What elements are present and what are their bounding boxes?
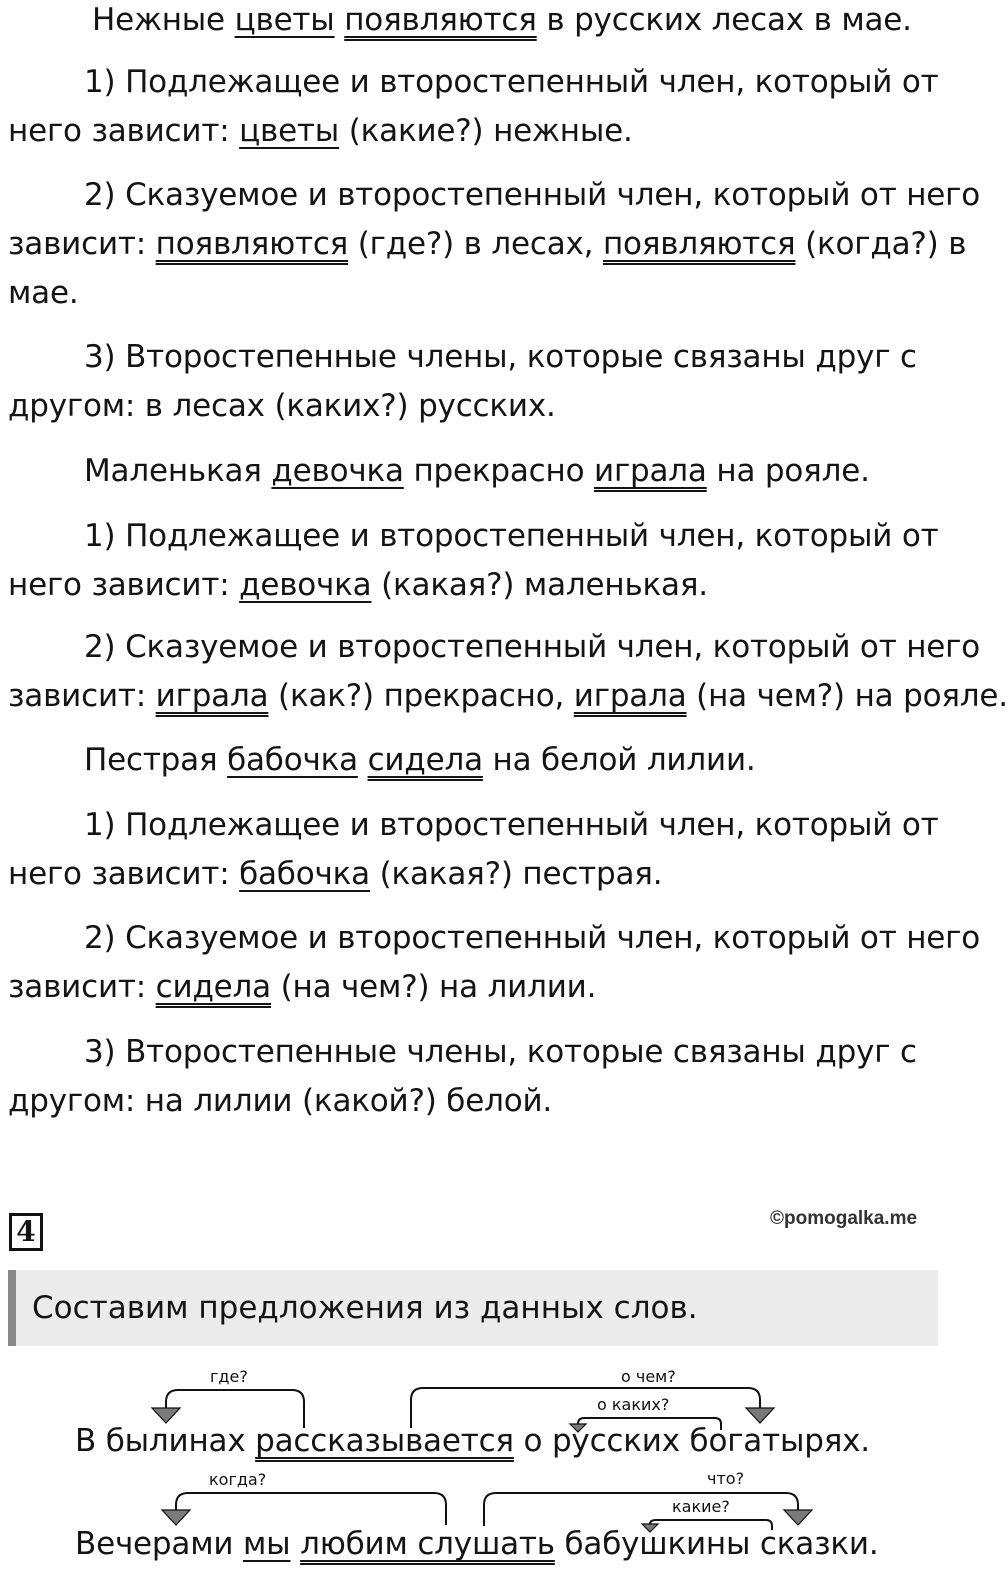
task-instruction: Составим предложения из данных слов.	[32, 1290, 698, 1326]
q-about-what: о чем?	[621, 1367, 676, 1386]
q-about-which: о каких?	[597, 1395, 670, 1414]
subject-word: цветы	[234, 2, 335, 38]
arc-when	[176, 1493, 446, 1525]
subject-word: мы	[243, 1526, 291, 1562]
predicate-word: рассказывается	[255, 1423, 514, 1459]
task-instruction-banner	[8, 1270, 938, 1346]
task-number-box: 4	[9, 1213, 43, 1251]
s2-point2-line2: зависит: играла (как?) прекрасно, играла (на чем?) на рояле.	[8, 678, 1008, 714]
s1-point2-line2: зависит: появляются (где?) в лесах, появляются (когда?) в	[8, 226, 967, 262]
s2-point2-line1: 2) Сказуемое и второстепенный член, который от него	[84, 629, 981, 665]
sentence-1: Нежные цветы появляются в русских лесах в мае.	[92, 2, 912, 38]
s1-point3-line1: 3) Второстепенные члены, которые связаны друг с	[84, 339, 917, 375]
s3-point1-line2: него зависит: бабочка (какая?) пестрая.	[8, 856, 663, 892]
predicate-word: появляются	[344, 2, 537, 38]
s1-point2-line1: 2) Сказуемое и второстепенный член, который от него	[84, 177, 981, 213]
predicate-word: любим слушать	[300, 1526, 555, 1562]
brand-watermark: ©pomogalka.me	[770, 1208, 918, 1229]
q-where: где?	[210, 1367, 248, 1386]
q-which: какие?	[672, 1497, 730, 1516]
s1-point1-line1: 1) Подлежащее и второстепенный член, который от	[84, 64, 939, 100]
q-when: когда?	[209, 1470, 267, 1489]
sentence-3: Пестрая бабочка сидела на белой лилии.	[84, 742, 756, 778]
s3-point2-line1: 2) Сказуемое и второстепенный член, который от него	[84, 920, 981, 956]
s3-point3-line2: другом: на лилии (какой?) белой.	[8, 1083, 553, 1119]
s2-point1-line2: него зависит: девочка (какая?) маленькая.	[8, 567, 708, 603]
arc-what	[484, 1493, 798, 1526]
arrowhead-when	[162, 1510, 190, 1525]
s1-point3-line2: другом: в лесах (каких?) русских.	[8, 388, 556, 424]
subject-word: бабочка	[227, 742, 358, 778]
s2-point1-line1: 1) Подлежащее и второстепенный член, который от	[84, 518, 939, 554]
subject-word: девочка	[271, 453, 404, 489]
diagram-sentence-2: Вечерами мы любим слушать бабушкины сказки.	[75, 1526, 879, 1562]
s3-point2-line2: зависит: сидела (на чем?) на лилии.	[8, 969, 597, 1005]
s1-point2-line3: мае.	[8, 275, 79, 311]
q-what: что?	[707, 1469, 745, 1488]
s1-point1-line2: него зависит: цветы (какие?) нежные.	[8, 113, 633, 149]
diagram-sentence-1: В былинах рассказывается о русских богатырях.	[75, 1423, 870, 1459]
predicate-word: сидела	[367, 742, 483, 778]
predicate-word: играла	[594, 453, 707, 489]
s3-point3-line1: 3) Второстепенные члены, которые связаны друг с	[84, 1034, 917, 1070]
s3-point1-line1: 1) Подлежащее и второстепенный член, который от	[84, 807, 939, 843]
arrowhead-what	[784, 1510, 812, 1525]
sentence-2: Маленькая девочка прекрасно играла на рояле.	[84, 453, 870, 489]
